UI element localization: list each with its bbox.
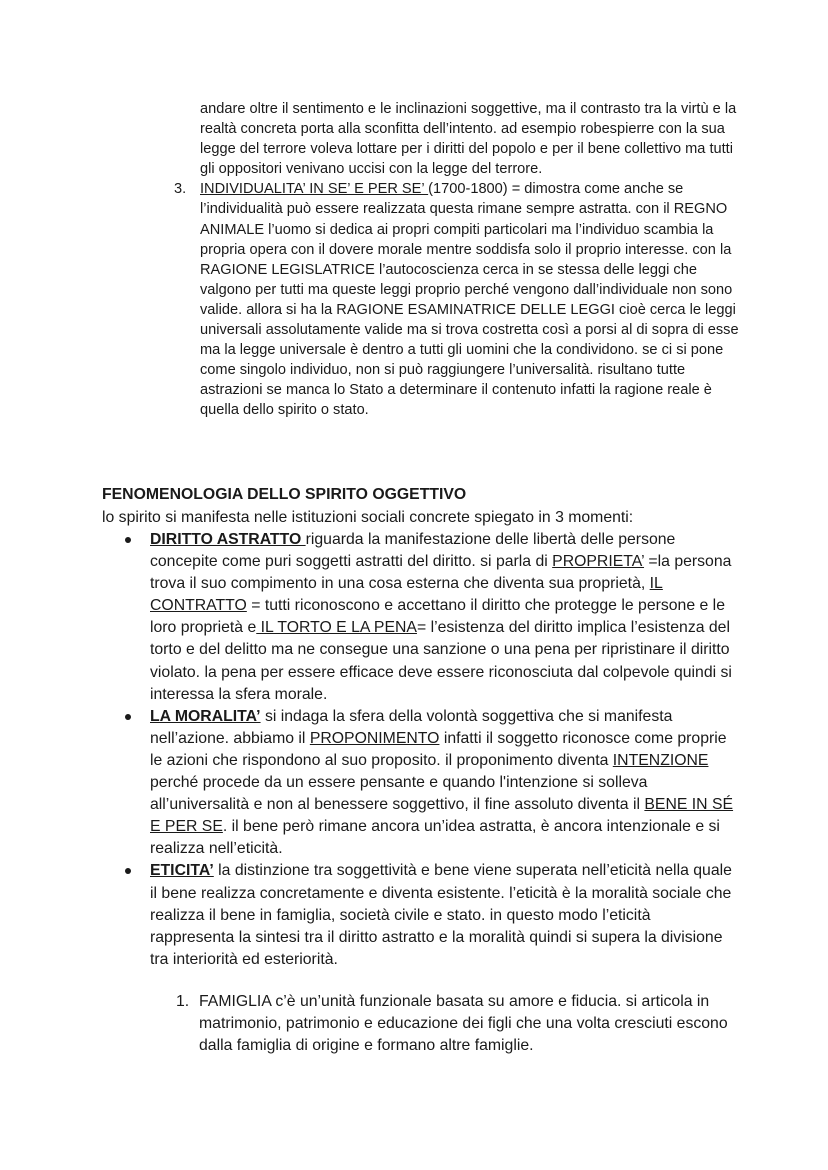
bullet-eticita [150,860,735,970]
bullet-text: . il bene però rimane ancora un’idea astratta, è ancora intenzionale e si realizza nell’eticità. [150,818,720,858]
bullet-text: = l’esistenza del diritto implica l’esistenza del torto e del delitto ma ne consegue una sanzione o una pena per ripristinare il diritto violato. la pena per essere efficace deve essere riconosciuta dal colpevole quindi si interessa la sfera morale. [150,619,732,703]
bullet-diritto-astratto [150,529,735,706]
bullet-moralita [150,706,735,861]
bullet-icon [125,537,131,543]
bullet-icon [125,868,131,874]
bullet-list [150,529,735,971]
section-title: FENOMENOLOGIA DELLO SPIRITO OGGETTIVO [102,486,467,503]
keyword: IL CONTRATTO [150,575,663,615]
keyword: PROPRIETA’ [552,553,645,571]
numbered-list-top [174,99,740,421]
item3-title: INDIVIDUALITA’ IN SE’ E PER SE’ [200,181,429,198]
list-item-famiglia [176,991,739,1057]
bullet-text: = tutti riconoscono e accettano il diritto che protegge le persone e le loro proprietà e [150,597,725,637]
bullet-text: infatti il soggetto riconosce come proprie le azioni che rispondono al suo proposito. il proponimento diventa [150,729,727,769]
list-marker: 3. [174,181,187,198]
keyword: PROPONIMENTO [309,729,440,747]
keyword: IL TORTO E LA PENA [256,619,417,637]
bullet-text: =la persona trova il suo compimento in una cosa esterna che diventa sua proprietà, [150,553,732,593]
bullet-text: la distinzione tra soggettività e bene viene superata nell’eticità nella quale il bene realizza concretamente e diventa esistente. l’eticità è la moralità sociale che realizza il bene in famiglia, società civile e stato. in questo modo l’eticità rappresenta la sintesi tra il diritto astratto e la moralità quindi si supera la divisione tra interiorità ed esteriorità. [150,862,732,968]
item3-date: (1700-1800) [428,181,508,198]
bullet-title: DIRITTO ASTRATTO [150,531,306,548]
sub-item-text: FAMIGLIA c’è un’unità funzionale basata su amore e fiducia. si articola in matrimonio, patrimonio e educazione dei figli che una volta cresciuti escono dalla famiglia di origine e formano altre famiglie. [199,993,728,1054]
list-marker: 1. [176,993,190,1010]
bullet-icon [125,714,131,720]
section-intro: lo spirito si manifesta nelle istituzioni sociali concrete spiegato in 3 momenti: [102,509,634,526]
item3-text: = dimostra come anche se l’individualità può essere realizzata questa rimane sempre astratta. con il REGNO ANIMALE l’uomo si dedica ai propri compiti particolari ma l’individuo scambia la propria opera con il dovere morale mentre soddisfa solo il proprio interesse. con la RAGIONE LEGISLATRICE l’autocoscienza cerca in se stessa delle leggi che valgono per tutti ma queste leggi proprio perché vengono dall’individuale non sono valide. allora si ha la RAGIONE ESAMINATRICE DELLE LEGGI cioè cerca le leggi universali assolutamente valide ma si trova costretta così a porsi al di sopra di esse ma la legge universale è dentro a tutti gli uomini che la condividono. se ci si pone come singolo individuo, non si può raggiungere l’universalità. risultano tutte astrazioni se manca lo Stato a determinare il contenuto infatti la ragione reale è quella dello spirito o stato. [200,181,739,419]
sub-list-eticita [176,991,739,1057]
bullet-title: ETICITA’ [150,862,214,880]
bullet-text: si indaga la sfera della volontà soggettiva che si manifesta nell’azione. abbiamo il [150,707,673,747]
keyword: BENE IN SÉ E PER SE [150,796,734,836]
bullet-title: LA MORALITA’ [150,707,261,725]
item2-continuation: andare oltre il sentimento e le inclinazioni soggettive, ma il contrasto tra la virtù e la realtà concreta porta alla sconfitta dell’intento. ad esempio robespierre con la sua legge del terrore voleva lottare per i diritti del popolo e per il bene collettivo ma tutti gli oppositori venivano uccisi con la legge del terrore. [200,101,737,178]
list-item-individualita [174,179,740,420]
bullet-text: perché procede da un essere pensante e quando l'intenzione si solleva all’universalità e non al benessere soggettivo, il fine assoluto diventa il [150,774,648,814]
bullet-text: riguarda la manifestazione delle libertà delle persone concepite come puri soggetti astratti del diritto. si parla di [150,531,676,571]
keyword: INTENZIONE [612,751,709,769]
